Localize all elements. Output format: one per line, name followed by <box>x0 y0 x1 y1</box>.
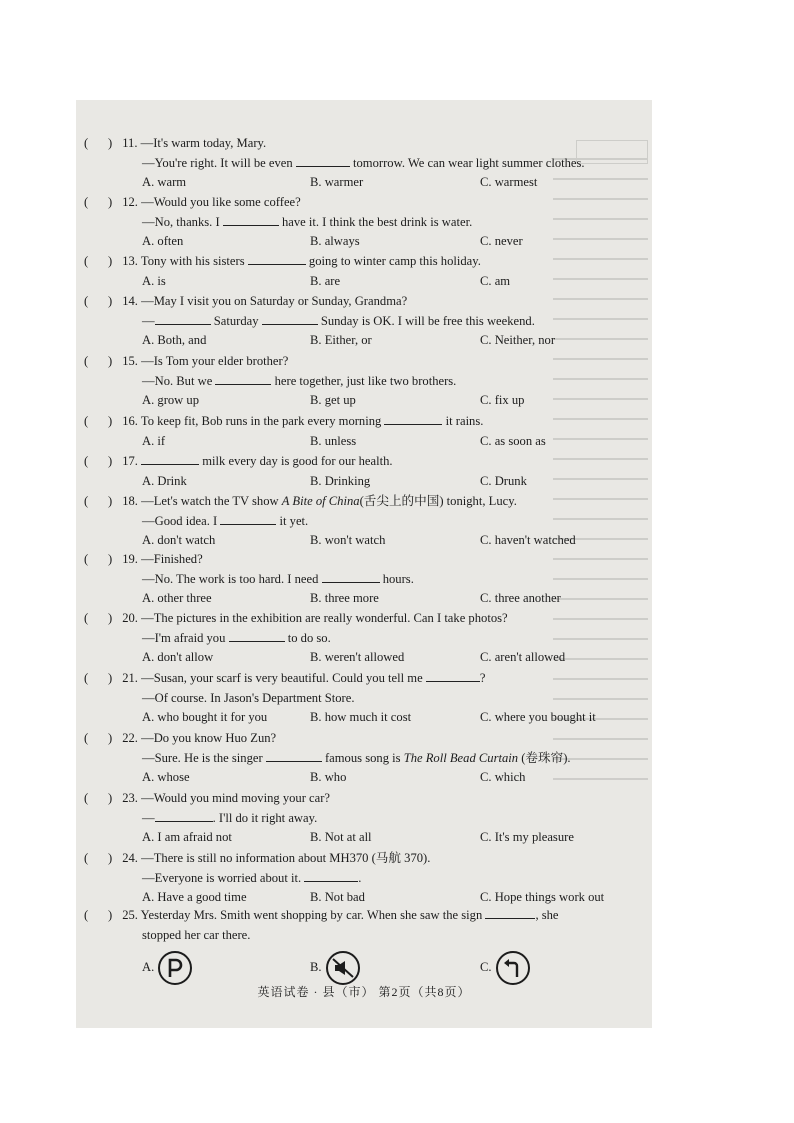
question-12: ( ) 12. —Would you like some coffee? —No, thanks. I have it. I think the best drink is water. A. often B. always C. never <box>84 193 634 252</box>
option-b[interactable]: B. Drinking <box>310 473 371 488</box>
option-b[interactable]: B. Not bad <box>310 890 365 905</box>
option-b[interactable]: B. <box>310 951 360 985</box>
option-b[interactable]: B. who <box>310 770 347 785</box>
answer-blank[interactable] <box>220 512 276 525</box>
answer-blank[interactable] <box>485 906 535 919</box>
answer-blank[interactable] <box>262 312 318 325</box>
option-a[interactable]: A. don't watch <box>142 533 216 548</box>
option-c[interactable]: C. fix up <box>480 393 525 408</box>
option-b[interactable]: B. won't watch <box>310 533 386 548</box>
option-a[interactable]: A. grow up <box>142 393 200 408</box>
option-a[interactable]: A. other three <box>142 591 212 606</box>
option-c[interactable]: C. Hope things work out <box>480 890 605 905</box>
option-b[interactable]: B. get up <box>310 393 356 408</box>
question-20: ( ) 20. —The pictures in the exhibition are really wonderful. Can I take photos? —I'm afraid you to do so. A. don't allow B. weren't allowed C. aren't allowed <box>84 609 634 668</box>
answer-blank[interactable] <box>215 372 271 385</box>
option-c[interactable]: C. Neither, nor <box>480 333 556 348</box>
answer-blank[interactable] <box>229 629 285 642</box>
left-turn-sign-icon <box>496 951 530 985</box>
option-a[interactable]: A. if <box>142 433 166 448</box>
option-b[interactable]: B. Either, or <box>310 333 372 348</box>
option-c[interactable]: C. <box>480 951 530 985</box>
option-a[interactable]: A. I am afraid not <box>142 830 232 845</box>
option-b[interactable]: B. are <box>310 273 341 288</box>
answer-blank[interactable] <box>155 312 211 325</box>
answer-blank[interactable] <box>223 213 279 226</box>
question-21: ( ) 21. —Susan, your scarf is very beautiful. Could you tell me ? —Of course. In Jason's Department Store. A. who bought it for you B. how much it cost C. where you bought it <box>84 669 634 728</box>
question-24: ( ) 24. —There is still no information about MH370 (马航 370). —Everyone is worried about it. . A. Have a good time B. Not bad C. Hope things work out <box>84 849 634 908</box>
option-a[interactable]: A. Both, and <box>142 333 207 348</box>
option-c[interactable]: C. warmest <box>480 175 538 190</box>
option-b[interactable]: B. warmer <box>310 175 364 190</box>
question-17: ( ) 17. milk every day is good for our health. A. Drink B. Drinking C. Drunk <box>84 452 634 491</box>
option-c[interactable]: C. am <box>480 273 511 288</box>
option-b[interactable]: B. weren't allowed <box>310 650 405 665</box>
question-13: ( ) 13. Tony with his sisters going to winter camp this holiday. A. is B. are C. am <box>84 252 634 291</box>
option-c[interactable]: C. It's my pleasure <box>480 830 574 845</box>
answer-blank[interactable] <box>426 669 480 682</box>
question-16: ( ) 16. To keep fit, Bob runs in the park every morning it rains. A. if B. unless C. as soon as <box>84 412 634 451</box>
question-14: ( ) 14. —May I visit you on Saturday or Sunday, Grandma? — Saturday Sunday is OK. I will be free this weekend. A. Both, and B. Either, or C. Neither, nor <box>84 292 634 351</box>
question-22: ( ) 22. —Do you know Huo Zun? —Sure. He is the singer famous song is The Roll Bead Curtain (卷珠帘). A. whose B. who C. which <box>84 729 634 788</box>
option-c[interactable]: C. never <box>480 234 523 249</box>
option-a[interactable]: A. who bought it for you <box>142 710 268 725</box>
option-b[interactable]: B. Not at all <box>310 830 372 845</box>
option-a[interactable]: A. Have a good time <box>142 890 247 905</box>
option-c[interactable]: C. which <box>480 770 526 785</box>
option-c[interactable]: C. as soon as <box>480 433 546 448</box>
option-c[interactable]: C. aren't allowed <box>480 650 566 665</box>
question-15: ( ) 15. —Is Tom your elder brother? —No. But we here together, just like two brothers. A. grow up B. get up C. fix up <box>84 352 634 411</box>
option-a[interactable]: A. is <box>142 273 166 288</box>
page-footer: 英语试卷 · 县（市） 第2页（共8页） <box>257 985 471 999</box>
answer-blank[interactable] <box>155 809 213 822</box>
answer-blank[interactable] <box>384 412 442 425</box>
answer-blank[interactable] <box>248 252 306 265</box>
option-c[interactable]: C. Drunk <box>480 473 527 488</box>
question-18: ( ) 18. —Let's watch the TV show A Bite of China(舌尖上的中国) tonight, Lucy. —Good idea. I it yet. A. don't watch B. won't watch C. haven't watched <box>84 492 634 551</box>
answer-blank[interactable] <box>141 452 199 465</box>
option-c[interactable]: C. where you bought it <box>480 710 596 725</box>
option-a[interactable]: A. <box>142 951 192 985</box>
exam-page <box>76 100 652 1028</box>
answer-blank[interactable] <box>322 570 380 583</box>
option-c[interactable]: C. haven't watched <box>480 533 576 548</box>
question-11: ( ) 11. —It's warm today, Mary. —You're right. It will be even tomorrow. We can wear light summer clothes. A. warm B. warmer C. warmest <box>84 134 634 193</box>
option-b[interactable]: B. how much it cost <box>310 710 412 725</box>
option-a[interactable]: A. whose <box>142 770 190 785</box>
option-c[interactable]: C. three another <box>480 591 561 606</box>
option-b[interactable]: B. always <box>310 234 360 249</box>
option-b[interactable]: B. three more <box>310 591 379 606</box>
option-b[interactable]: B. unless <box>310 433 357 448</box>
question-19: ( ) 19. —Finished? —No. The work is too hard. I need hours. A. other three B. three more C. three another <box>84 550 634 609</box>
option-a[interactable]: A. don't allow <box>142 650 214 665</box>
question-25: ( ) 25. Yesterday Mrs. Smith went shopping by car. When she saw the sign , she stopped her car there. A. B. C. <box>84 906 634 987</box>
no-horn-sign-icon <box>326 951 360 985</box>
answer-blank[interactable] <box>304 869 358 882</box>
option-a[interactable]: A. Drink <box>142 473 187 488</box>
option-a[interactable]: A. warm <box>142 175 187 190</box>
question-23: ( ) 23. —Would you mind moving your car? — . I'll do it right away. A. I am afraid not B. Not at all C. It's my pleasure <box>84 789 634 848</box>
option-a[interactable]: A. often <box>142 234 184 249</box>
answer-blank[interactable] <box>266 749 322 762</box>
parking-sign-icon <box>158 951 192 985</box>
answer-blank[interactable] <box>296 154 350 167</box>
